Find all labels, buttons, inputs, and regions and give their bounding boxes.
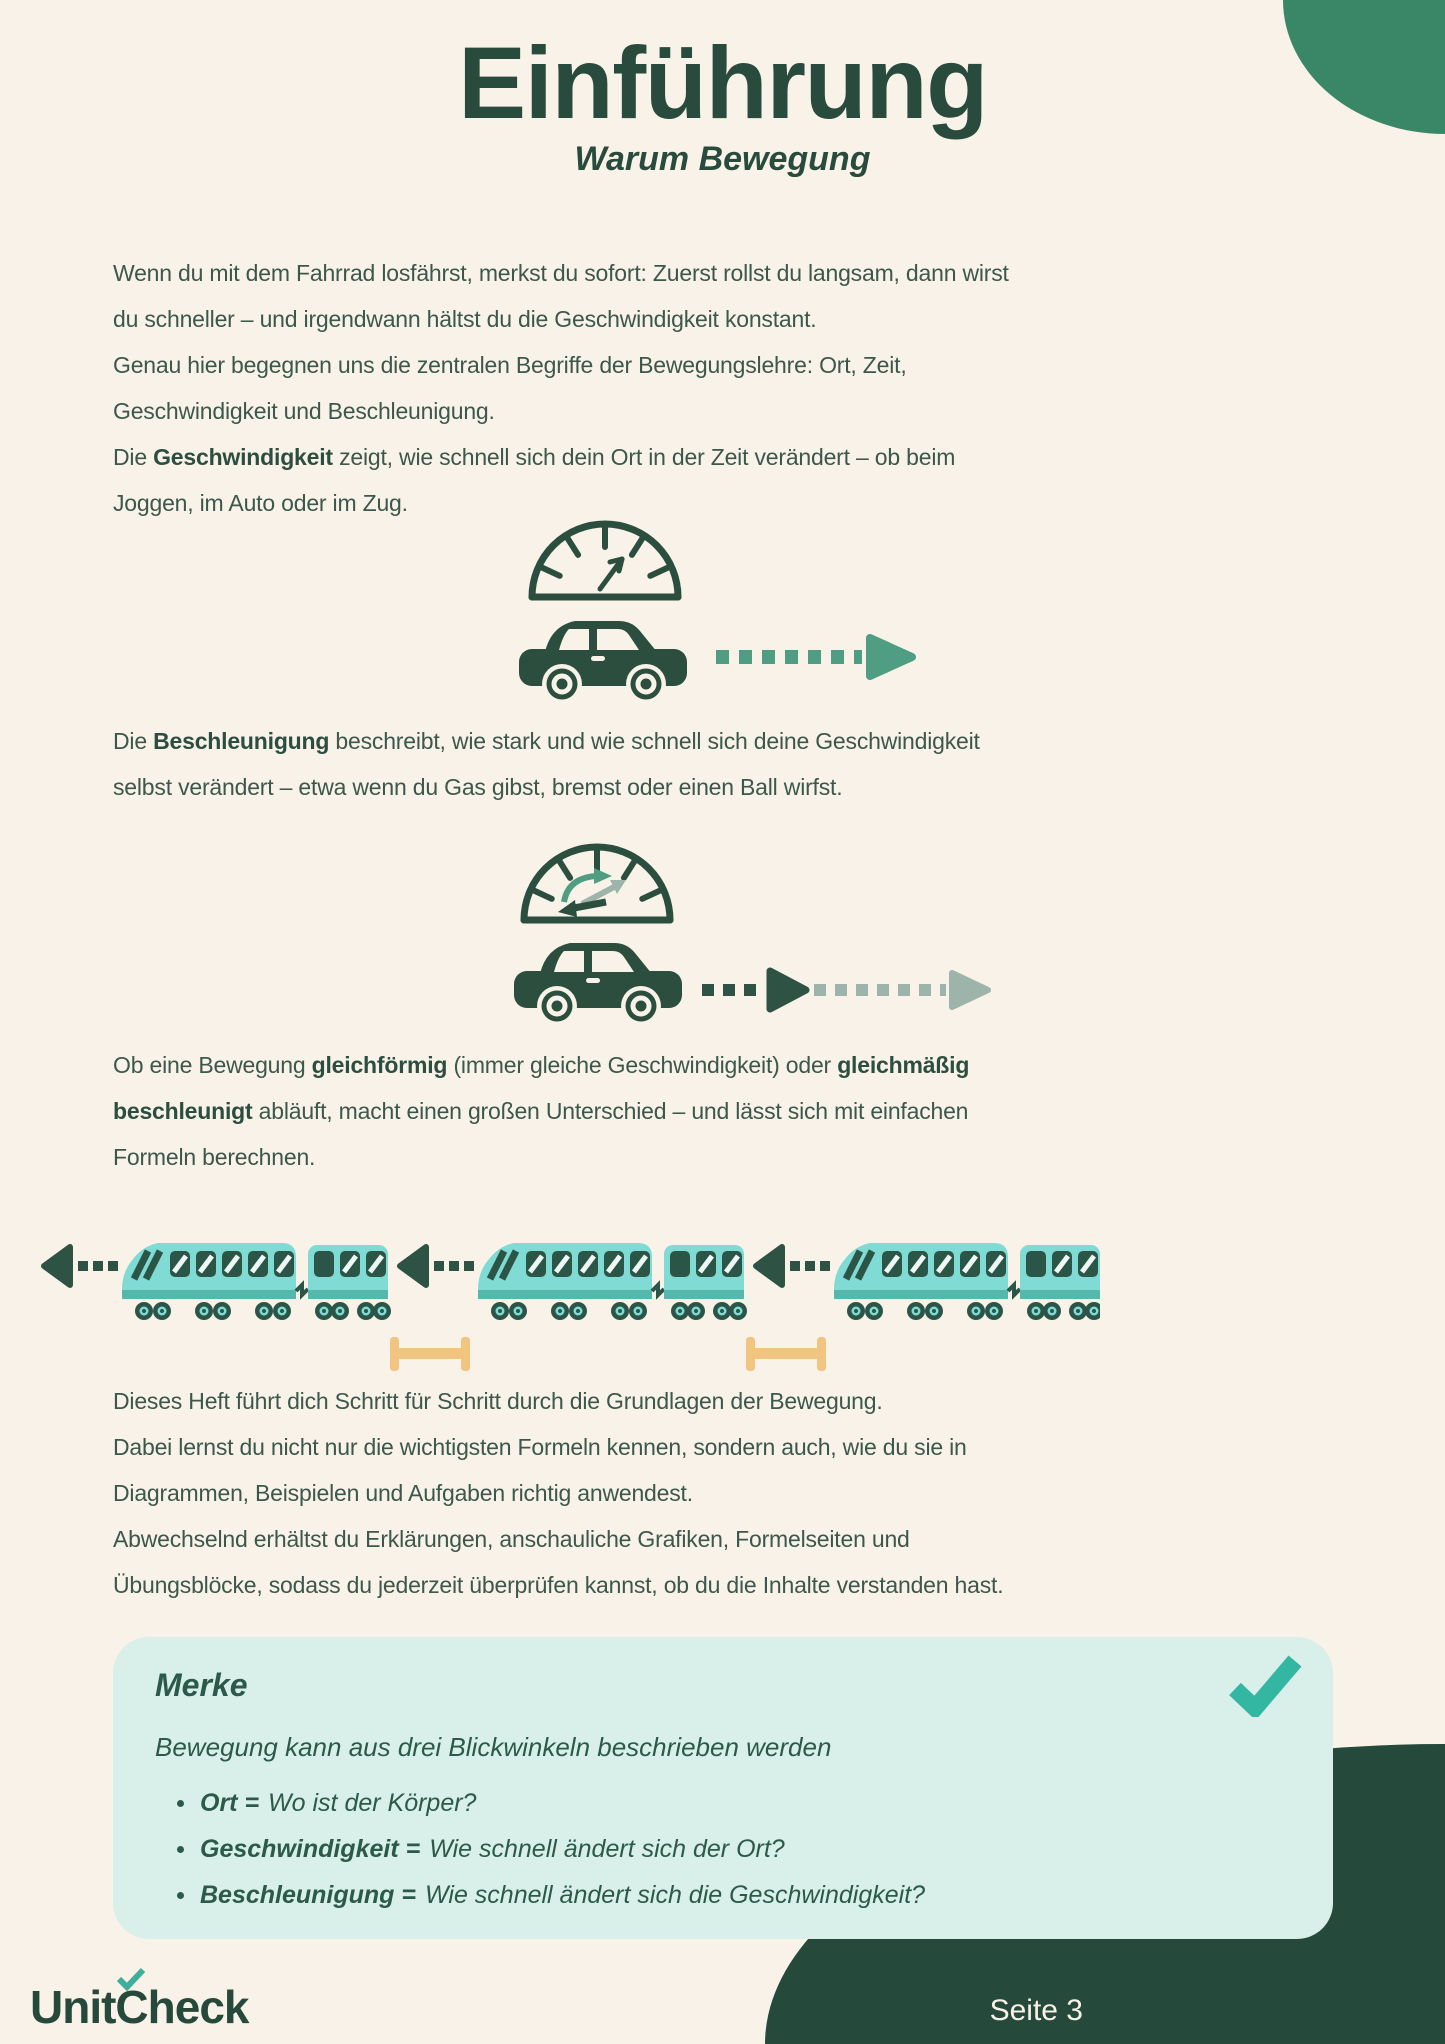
car-icon — [510, 930, 690, 1025]
merke-bullet-item — [177, 1789, 1291, 1818]
merke-box — [113, 1637, 1333, 1939]
brand-part2: Check — [115, 1981, 249, 2033]
bullet-dot-icon — [177, 1800, 184, 1807]
gauge-needle — [600, 559, 622, 589]
bullet-dot-icon — [177, 1892, 184, 1899]
merke-subtitle: Bewegung kann aus drei Blickwinkeln beschrieben werden — [155, 1732, 832, 1762]
bullet-term: Ort = — [200, 1789, 260, 1817]
merke-bullet-item — [177, 1881, 1291, 1910]
speedometer-icon — [520, 515, 690, 605]
paragraph-acceleration: Die Beschleunigung beschreibt, wie stark und wie schnell sich deine Geschwindigkeit selbst verändert – etwa wenn du Gas gibst, bremst oder einen Ball wirfst. — [113, 728, 980, 800]
train-row-illustration — [40, 1235, 1100, 1385]
brand-part1: Unit — [30, 1981, 116, 2033]
bullet-dot-icon — [177, 1846, 184, 1853]
bullet-definition: Wo ist der Körper? — [268, 1789, 477, 1817]
distance-marker-icon — [390, 1337, 470, 1371]
two-phase-arrow-icon — [700, 962, 1000, 1018]
gauge-ticks — [539, 524, 671, 576]
page-title: Einführung — [458, 26, 987, 140]
merke-bullet-item — [177, 1835, 1291, 1864]
bullet-term: Beschleunigung = — [200, 1881, 417, 1909]
bullet-term: Geschwindigkeit = — [200, 1835, 421, 1863]
page-number: Seite 3 — [989, 1994, 1083, 2027]
train-icon — [400, 1243, 747, 1320]
distance-marker-icon — [746, 1337, 826, 1371]
paragraph-uniform-motion: Ob eine Bewegung gleichförmig (immer gleiche Geschwindigkeit) oder gleichmäßig beschleunigt abläuft, macht einen großen Unterschied – und lässt sich mit einfachen Formeln berechnen. — [113, 1052, 970, 1170]
merke-title: Merke — [155, 1667, 248, 1703]
bullet-definition: Wie schnell ändert sich die Geschwindigkeit? — [425, 1881, 926, 1909]
paragraph-intro: Wenn du mit dem Fahrrad losfährst, merkst du sofort: Zuerst rollst du langsam, dann wirst du schneller – und irgendwann hältst du die Geschwindigkeit konstant. Genau hier begegnen uns die zentralen Begriffe der Bewegungslehre: Ort, Zeit, Geschwindigkeit und Beschleunigung. Die Geschwindigkeit zeigt, wie schnell sich dein Ort in der Zeit verändert – ob beim Joggen, im Auto oder im Zug. — [113, 260, 1009, 516]
train-icon — [44, 1243, 391, 1320]
checkmark-icon — [1227, 1653, 1303, 1717]
car-icon — [515, 608, 695, 703]
bullet-definition: Wie schnell ändert sich der Ort? — [429, 1835, 785, 1863]
page-subtitle: Warum Bewegung — [574, 140, 871, 178]
train-icon — [756, 1243, 1100, 1320]
paragraph-booklet-overview: Dieses Heft führt dich Schritt für Schritt durch die Grundlagen der Bewegung. Dabei lernst du nicht nur die wichtigsten Formeln kennen, sondern auch, wie du sie in Diagrammen, Beispielen und Aufgaben richtig anwendest. Abwechselnd erhältst du Erklärungen, anschauliche Grafiken, Formelseiten und Übungsblöcke, sodass du jederzeit überprüfen kannst, ob du die Inhalte verstanden hast. — [113, 1388, 1004, 1598]
motion-arrow-icon — [712, 632, 917, 682]
acceleration-speedometer-icon — [512, 838, 682, 928]
brand-check-icon — [116, 1967, 146, 1991]
brand-logo — [30, 1980, 249, 2034]
merke-bullet-list — [155, 1789, 1291, 1910]
